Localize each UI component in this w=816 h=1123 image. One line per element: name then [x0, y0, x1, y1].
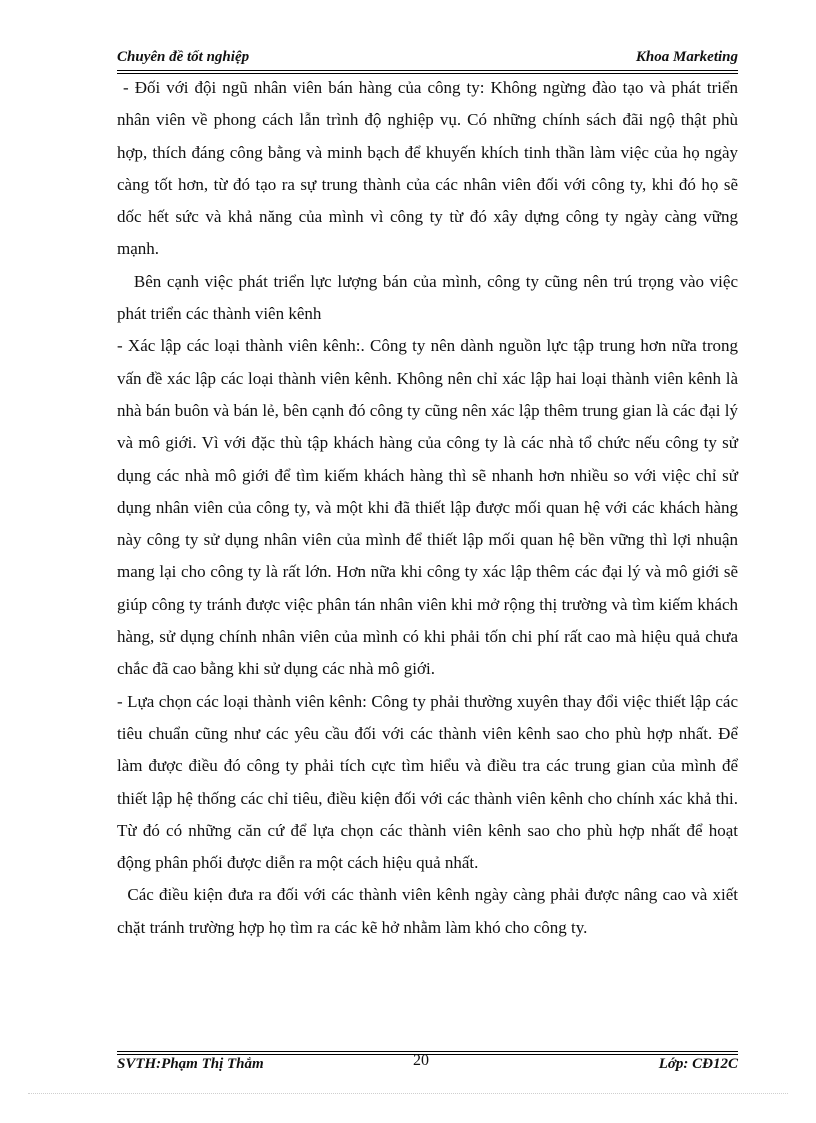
paragraph-select-members: - Lựa chọn các loại thành viên kênh: Công ty phải thường xuyên thay đổi việc thiết lập các tiêu chuẩn cũng như các yêu cầu đối với các thành viên kênh sao cho phù hợp nhất. Để làm được điều đó công ty phải tích cực tìm hiểu và điều tra các trung gian của mình để thiết lập hệ thống các chỉ tiêu, điều kiện đối với các thành viên kênh cho chính xác khả thi. Từ đó có những căn cứ để lựa chọn các thành viên kênh sao cho phù hợp nhất để hoạt động phân phối được diễn ra một cách hiệu quả nhất.	[117, 691, 738, 873]
paragraph-conditions: Các điều kiện đưa ra đối với các thành viên kênh ngày càng phải được nâng cao và xiết chặt tránh trường hợp họ tìm ra các kẽ hở nhằm làm khó cho công ty.	[117, 885, 743, 937]
page-number: 20	[413, 1052, 429, 1069]
page-edge-divider	[28, 1093, 788, 1094]
header-department: Khoa Marketing	[635, 49, 738, 65]
document-body	[117, 72, 743, 944]
paragraph-sales-staff: - Đối với đội ngũ nhân viên bán hàng của công ty: Không ngừng đào tạo và phát triển nhân viên về phong cách lẫn trình độ nghiệp vụ. Có những chính sách đãi ngộ thật phù hợp, thích đáng công bằng và minh bạch để khuyến khích tinh thần làm việc của họ ngày càng tốt hơn, từ đó tạo ra sự trung thành của các nhân viên đối với công ty, khi đó họ sẽ dốc hết sức và khả năng của mình vì công ty từ đó xây dựng công ty ngày càng vững mạnh.	[117, 78, 743, 259]
page-footer	[117, 1054, 738, 1078]
footer-class: Lớp: CĐ12C	[658, 1056, 738, 1072]
paragraph-establish-members: - Xác lập các loại thành viên kênh:. Công ty nên dành nguồn lực tập trung hơn nữa trong vấn đề xác lập các loại thành viên kênh. Không nên chỉ xác lập hai loại thành viên kênh là nhà bán buôn và bán lẻ, bên cạnh đó công ty cũng nên xác lập thêm trung gian là các đại lý và mô giới. Vì với đặc thù tập khách hàng của công ty là các nhà tổ chức nếu công ty sử dụng các nhà mô giới để tìm kiếm khách hàng thì sẽ nhanh hơn nhiều so với việc chỉ sử dụng nhân viên của công ty, và một khi đã thiết lập được mối quan hệ với các khách hàng này công ty sử dụng nhân viên của mình để thiết lập mối quan hệ bền vững thì lợi nhuận mang lại cho công ty là rất lớn. Hơn nữa khi công ty xác lập thêm các đại lý và mô giới sẽ giúp công ty tránh được việc phân tán nhân viên khi mở rộng thị trường và tìm kiếm khách hàng, sử dụng chính nhân viên của mình có khi phải tốn chi phí rất cao mà hiệu quả chưa chắc đã cao bằng khi sử dụng các nhà mô giới.	[117, 336, 738, 679]
page-header	[117, 48, 738, 70]
paragraph-channel-intro: Bên cạnh việc phát triển lực lượng bán của mình, công ty cũng nên trú trọng vào việc phát triển các thành viên kênh	[117, 271, 743, 324]
footer-student: SVTH:Phạm Thị Thắm	[117, 1056, 264, 1072]
header-title: Chuyên đề tốt nghiệp	[117, 49, 250, 65]
